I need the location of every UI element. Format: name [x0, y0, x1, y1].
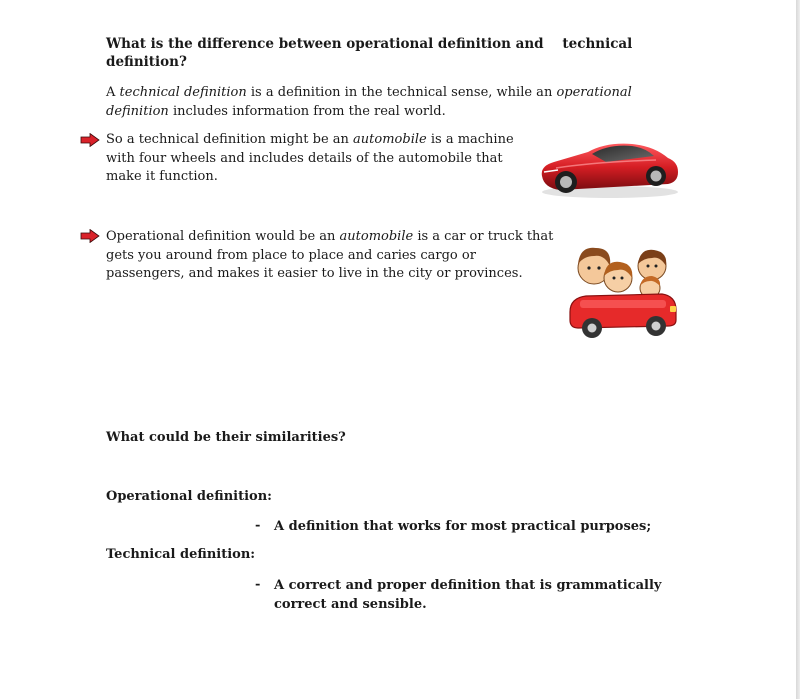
arrow-right-icon: [80, 229, 100, 243]
sports-car-illustration: [536, 132, 682, 200]
page-title: [106, 35, 666, 71]
bullet1-em: automobile: [353, 132, 427, 147]
page-edge-shadow: [796, 0, 800, 699]
operational-definition-text: A definition that works for most practical purposes;: [274, 519, 652, 534]
similarities-question: What could be their similarities?: [106, 430, 346, 445]
operational-definition-label: Operational definition:: [106, 489, 272, 504]
intro-text-1: A: [106, 85, 120, 100]
bullet2-em: automobile: [339, 229, 414, 244]
bullet1-text-2: is a machine with four wheels and includes details of the automobile that make it function.: [106, 132, 514, 184]
technical-definition-label: Technical definition:: [106, 547, 256, 562]
title-line-2: definition?: [106, 54, 187, 70]
intro-em-technical: technical definition: [119, 85, 247, 100]
bullet-operational-example: [106, 228, 556, 284]
intro-text-3: includes information from the real world.: [168, 103, 446, 119]
technical-dash: -: [255, 577, 261, 592]
bullet2-text-2: is a car or truck that gets you around from place to place and caries cargo or passengers, and makes it easier to live in the city or provinces.: [106, 229, 554, 281]
family-car-illustration: [566, 240, 680, 340]
operational-dash: -: [255, 518, 261, 533]
bullet-technical-example: [106, 131, 526, 187]
intro-em-definition: definition: [106, 103, 169, 119]
technical-definition-text: A correct and proper definition that is grammatically correct and sensible.: [274, 578, 662, 612]
intro-paragraph: [106, 84, 696, 121]
bullet2-text-1: Operational definition would be an: [106, 229, 340, 244]
title-line-1: What is the difference between operational definition and technical: [106, 36, 633, 52]
intro-em-operational: operational: [556, 85, 632, 100]
intro-text-2: is a definition in the technical sense, while an: [246, 85, 557, 100]
bullet1-text-1: So a technical definition might be an: [106, 132, 354, 147]
arrow-right-icon: [80, 133, 100, 147]
